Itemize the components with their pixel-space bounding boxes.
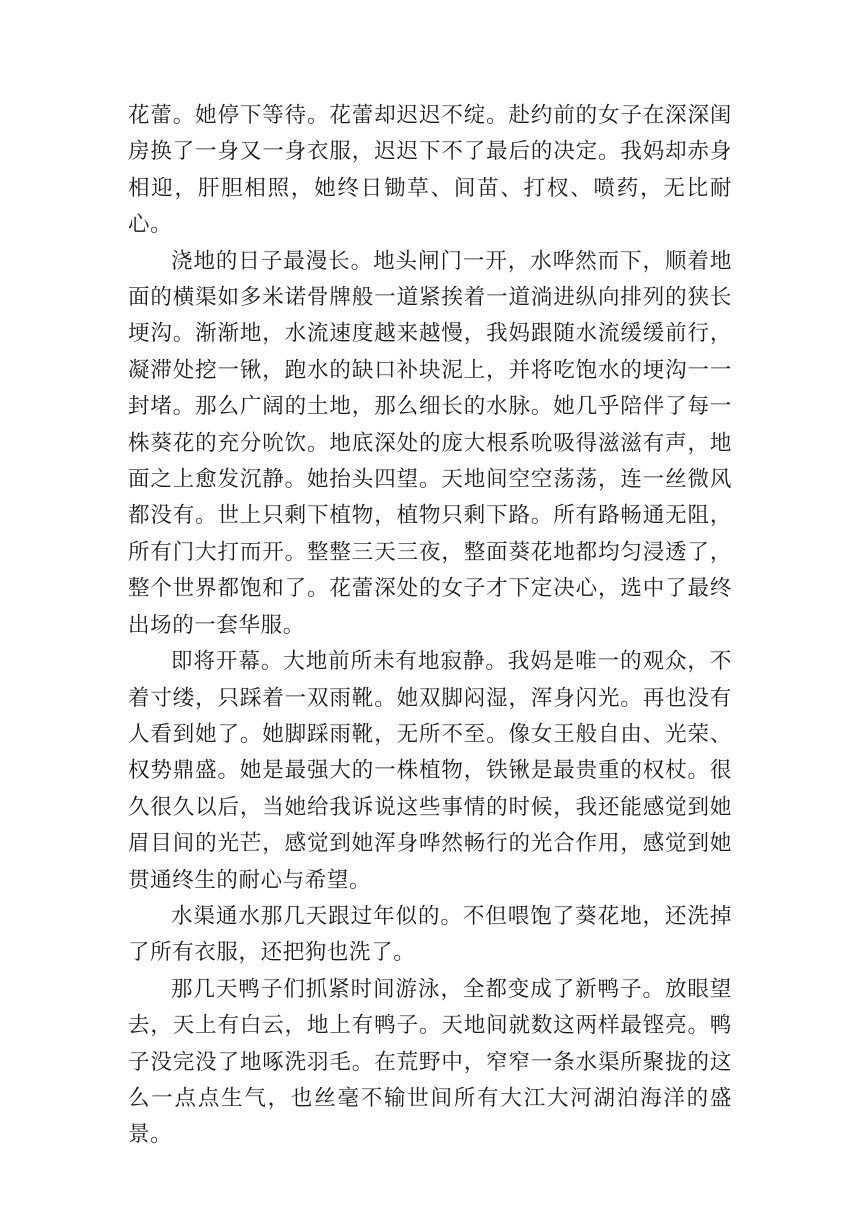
paragraph-ducks: 那几天鸭子们抓紧时间游泳，全都变成了新鸭子。放眼望去，天上有白云，地上有鸭子。天地间就数这两样最铿亮。鸭子没完没了地啄洗羽毛。在荒野中，窄窄一条水渠所聚拢的这么一点点生气，也丝毫不输世间所有大江大河湖泊海洋的盛景。 — [128, 976, 732, 1148]
paragraph-curtain: 即将开幕。大地前所未有地寂静。我妈是唯一的观众，不着寸缕，只踩着一双雨靴。她双脚闷湿，浑身闪光。再也没有人看到她了。她脚踩雨靴，无所不至。像女王般自由、光荣、权势鼎盛。她是最强大的一株植物，铁锹是最贵重的权杖。很久很久以后，当她给我诉说这些事情的时候，我还能感觉到她眉目间的光芒，感觉到她浑身哗然畅行的光合作用，感觉到她贯通终生的耐心与希望。 — [128, 649, 732, 893]
paragraph-continuation: 花蕾。她停下等待。花蕾却迟迟不绽。赴约前的女子在深深闺房换了一身又一身衣服，迟迟下不了最后的决定。我妈却赤身相迎，肝胆相照，她终日锄草、间苗、打杈、喷药，无比耐心。 — [128, 103, 732, 238]
paragraph-watering: 浇地的日子最漫长。地头闸门一开，水哗然而下，顺着地面的横渠如多米诺骨牌般一道紧挨着一道淌进纵向排列的狭长埂沟。渐渐地，水流速度越来越慢，我妈跟随水流缓缓前行，凝滞处挖一锹，跑水的缺口补块泥上，并将吃饱水的埂沟一一封堵。那么广阔的土地，那么细长的水脉。她几乎陪伴了每一株葵花的充分吮饮。地底深处的庞大根系吮吸得滋滋有声，地面之上愈发沉静。她抬头四望。天地间空空荡荡，连一丝微风都没有。世上只剩下植物，植物只剩下路。所有路畅通无阻，所有门大打而开。整整三天三夜，整面葵花地都均匀浸透了，整个世界都饱和了。花蕾深处的女子才下定决心，选中了最终出场的一套华服。 — [128, 248, 732, 638]
paragraph-canal-days: 水渠通水那几天跟过年似的。不但喂饱了葵花地，还洗掉了所有衣服，还把狗也洗了。 — [128, 903, 732, 966]
document-page — [128, 98, 732, 1154]
